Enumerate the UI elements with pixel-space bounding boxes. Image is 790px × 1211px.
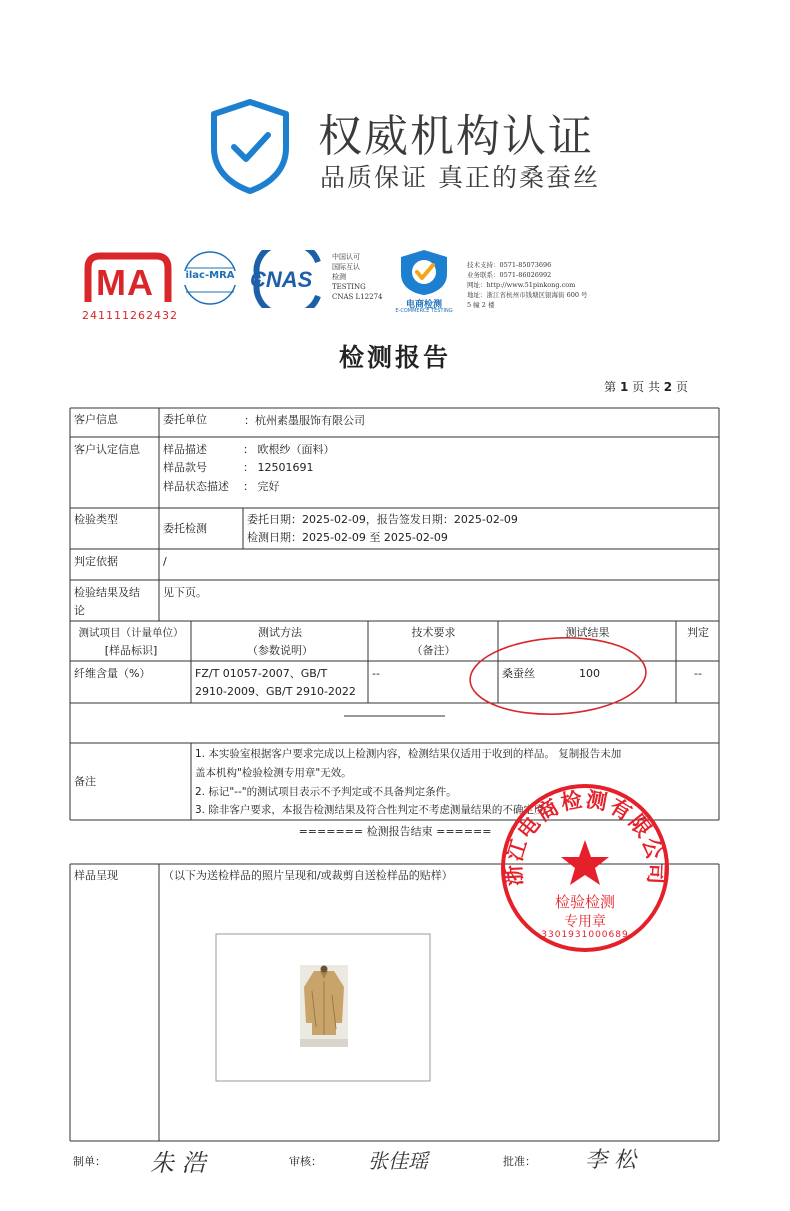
conclusion-label-line-2: 论: [74, 604, 85, 617]
header-item-line-1: 测试项目（计量单位）: [78, 627, 184, 639]
sample-photo: [300, 965, 348, 1047]
banner-title: 权威机构认证: [318, 111, 594, 162]
maker-signature: 朱 浩: [150, 1149, 206, 1177]
header-method-line-2: （参数说明）: [247, 644, 313, 657]
header-requirement-line-1: 技术要求: [411, 626, 456, 639]
note-line-1: 1. 本实验室根据客户要求完成以上检测内容，检测结果仅适用于收到的样品。 复制报告未加: [195, 748, 622, 760]
sample-state-key: 样品状态描述: [163, 480, 229, 493]
dates-line-1: 委托日期：2025-02-09，报告签发日期：2025-02-09: [247, 513, 518, 526]
test-item: 纤维含量（%）: [74, 667, 151, 680]
header-requirement-line-2: （备注）: [411, 644, 456, 657]
sample-description-key: 样品描述: [163, 443, 207, 456]
official-stamp: [499, 782, 671, 954]
client-value: ：杭州素墨服饰有限公司: [244, 414, 365, 427]
approver-signature: 李 松: [585, 1148, 636, 1173]
sample-state-value: ： 完好: [243, 480, 280, 493]
conclusion-value: 见下页。: [163, 586, 207, 599]
notes-label: 备注: [74, 775, 96, 788]
test-judgement: --: [694, 667, 702, 680]
test-method-line-1: FZ/T 01057-2007、GB/T: [195, 667, 328, 680]
page-number: 第 1 页 共 2 页: [604, 380, 688, 394]
stamp-ring-text: 浙江电商检测有限公司: [500, 786, 670, 887]
sample-description-value: ： 欧根纱（面料）: [243, 443, 335, 456]
basis-value: /: [163, 555, 167, 568]
sample-style-value: ： 12501691: [243, 461, 314, 474]
cma-number: 241111262432: [82, 309, 178, 322]
header-item-line-2: [样品标识]: [104, 644, 158, 657]
client-key: 委托单位: [163, 413, 207, 426]
report-end-marker: ======= 检测报告结束 ======: [298, 825, 492, 838]
ecom-en-text: E-COMMERCE TESTING: [395, 308, 453, 314]
test-requirement: --: [372, 667, 380, 680]
stamp-number: 3301931000689: [541, 930, 629, 940]
stamp-center-line-1: 检验检测: [554, 893, 615, 911]
basis-label: 判定依据: [74, 555, 118, 568]
sample-info-label: 客户认定信息: [74, 443, 140, 456]
approver-label: 批准：: [503, 1155, 536, 1168]
inspection-type-value: 委托检测: [163, 522, 207, 535]
header-result: 测试结果: [565, 626, 610, 639]
banner-subtitle: 品质保证 真正的桑蚕丝: [320, 163, 600, 192]
header-judgement: 判定: [687, 626, 709, 639]
cnas-text: CNAS: [250, 267, 313, 292]
reviewer-signature: 张佳瑶: [368, 1149, 428, 1173]
client-label: 客户信息: [74, 413, 118, 426]
note-line-2: 盖本机构"检验检测专用章"无效。: [195, 767, 352, 779]
header-method-line-1: 测试方法: [258, 626, 302, 639]
conclusion-label-line-1: 检验结果及结: [74, 586, 140, 599]
contact-info: 技术支持：0571-85073696 业务联系：0571-86026992 网址：http://www.51pinkong.com 地址：浙江省杭州市钱塘区银海街 600 号 5 幢 2 楼: [467, 261, 588, 309]
sample-section-note: （以下为送检样品的照片呈现和/或裁剪自送检样品的贴样）: [163, 869, 453, 882]
sample-style-key: 样品款号: [163, 461, 207, 474]
sample-section-label: 样品呈现: [74, 869, 118, 882]
dates-line-2: 检测日期：2025-02-09 至 2025-02-09: [247, 531, 448, 544]
test-method-line-2: 2910-2009、GB/T 2910-2022: [195, 685, 356, 698]
test-result-name: 桑蚕丝: [502, 667, 535, 680]
maker-label: 制单：: [73, 1155, 106, 1168]
test-result-value: 100: [579, 667, 600, 680]
stamp-center-line-2: 专用章: [564, 914, 606, 930]
ilac-text: ilac-MRA: [185, 270, 235, 281]
note-line-4: 3. 除非客户要求，本报告检测结果及符合性判定不考虑测量结果的不确定度。: [195, 804, 555, 816]
inspection-type-label: 检验类型: [74, 513, 118, 526]
accreditation-text: 中国认可 国际互认 检测 TESTING CNAS L12274: [332, 253, 383, 301]
note-line-3: 2. 标记"--"的测试项目表示不予判定或不具备判定条件。: [195, 786, 457, 798]
cma-logo-text: MA: [96, 262, 154, 303]
report-title: 检测报告: [338, 343, 451, 372]
ecom-cn-text: 电商检测: [405, 300, 442, 310]
reviewer-label: 审核：: [289, 1155, 322, 1168]
